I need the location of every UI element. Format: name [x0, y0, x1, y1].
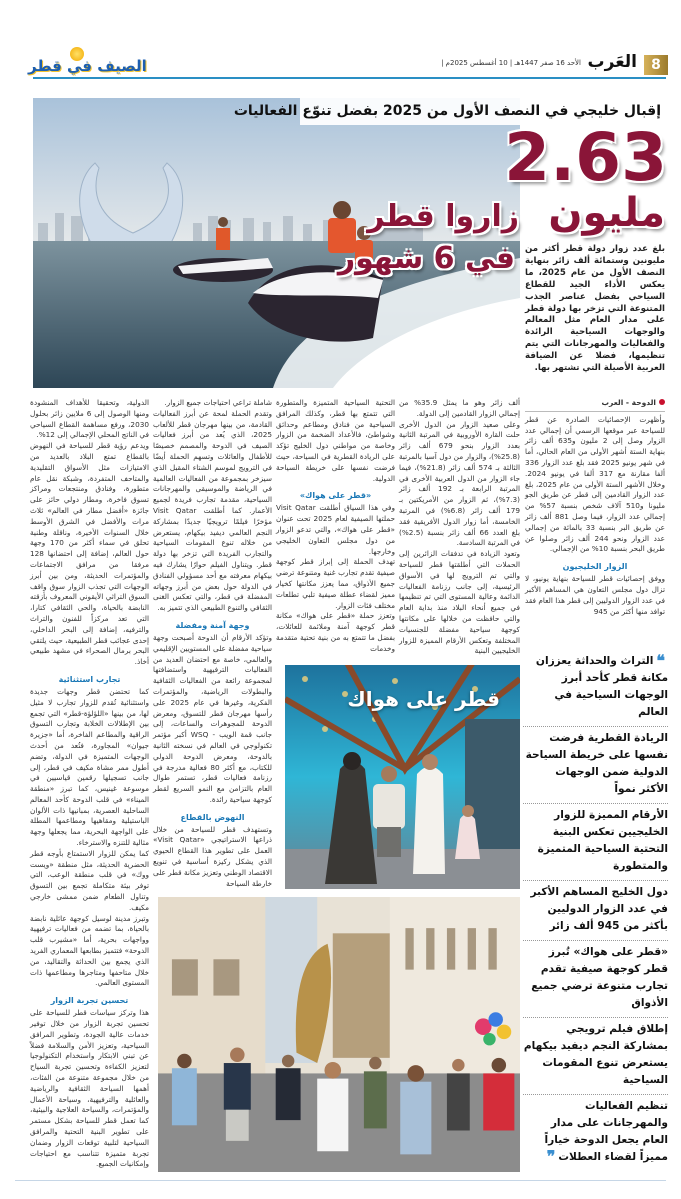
highlight-text: الريادة القطرية فرضت نفسها على خريطة السياحة الدولية ضمن الوجهات الأكثر نمواً: [525, 732, 668, 795]
highlight-text: التراث والحداثة يعززان مكانة قطر كأحد أبرز الوجهات السياحية في العالم: [535, 655, 668, 718]
paragraph: وتعود الزيادة في تدفقات الزائرين إلى الحملات التي أطلقتها قطر للسياحة والتي تم الترويج لها في الأسواق الرئيسية، إلى جانب رزنامة الفعاليات الدائمة وعالية المستوى التي تم تنظيمها في جميع أنحاء البلاد منذ بداية العام والتي حافظت من خلالها على مكانتها كوجهة سياحية مفضلة للجنسيات المختلفة وتعكس الأرقام المميزة للزوار الخليجيين البنية: [399, 549, 520, 656]
paragraph: وفي هذا السياق أطلقت Visit Qatar حملتها الصيفية لعام 2025 تحت عنوان «قطر على هواك»، والتي تدعو الزوار من دول مجلس التعاون الخليجي وخارجها.: [276, 503, 396, 556]
headline-kicker: إقبال خليجي في النصف الأول من 2025 بفضل تنوّع الفعاليات: [300, 98, 665, 125]
paragraph: شاملة تراعي احتياجات جميع الزوار.: [164, 398, 272, 407]
highlight-item: [523, 1018, 668, 1095]
highlight-item: [523, 804, 668, 881]
paragraph: وتقدم الحملة لمحة عن أبرز الفعاليات القادمة، من بينها مهرجان قطر للألعاب 2025، الذي يُعد من أبرز فعاليات الصيف في الدوحة والمصمم خصيصًا للأطفال والعائلات وتسهم الحملة أيضًا في الترويج لموسم الشتاء المقبل الذي سيزخر بمجموعة من الفعاليات العالمية في الرياضة والموسيقى والمهرجانات السياحية، مقدمة تجارب فريدة لجميع الأعمار. كما أطلقت Visit Qatar مؤخرًا فيلمًا ترويجيًا جديدًا بمشاركة النجم العالمي ديفيد بيكهام، يستعرض من خلاله تنوع المقومات السياحية والتجارب الفريدة التي تزخر بها دولة قطر. ويتناول الفيلم حوارًا يشارك فيه بيكهام معرفته مع أحد مسؤولي الفنادق في الدولة حول بعض من أبرز وجهاته المفضلة في قطر، والتي تعكس الغنى الثقافي والتنوع الطبيعي الذي تتميز به.: [153, 408, 272, 613]
close-quote-icon: ❞: [546, 1147, 556, 1166]
paragraph: تهدف الحملة إلى إبراز قطر كوجهة صيفية تقدم تجارب غنية ومتنوعة ترضي جميع الأذواق، مما يعزز مكانتها كخيار مميز لقضاء عطلة صيفية تلبي تطلعات مختلف فئات الزوار.: [276, 557, 395, 610]
campaign-title-overlay: قطر على هواك: [347, 687, 500, 711]
headline-overlay-line2: في 6 شهور: [337, 241, 515, 276]
paragraph: وعلى صعيد الزوار من الدول الأخرى حلت القارة الأوروبية في المرتبة الثانية بعدد الزوار بنحو 679 ألف زائر (25.8%)، والزوار من دول آسيا بالمرتبة الثالثة بـ 574 ألف زائر (21.8%)، فيما جاء الزوار من الدول العربية الأخرى في المرتبة الرابعة بـ 192 ألف زائر (7.3%)، ثم الزوار من الأمريكتين بـ 179 ألف زائر (6.8%) في المرتبة الخامسة، أما زوار الدول الأفريقية فقد بلغ العدد 66 ألف زائر بنسبة (2.5%) في المرتبة السادسة.: [399, 419, 520, 548]
highlight-item: [523, 941, 668, 1018]
subheading: وجهة آمنة ومفضلة: [175, 620, 250, 630]
highlight-item: [523, 1095, 668, 1171]
dateline: [525, 398, 665, 412]
subheading: تحسين تجربة الزوار: [50, 996, 129, 1006]
subheading: تجارب استثنائية: [58, 674, 121, 684]
paragraph: كما يمكن للزوار الاستمتاع بأوجه قطر الحضرية الحديثة، مثل منطقة «ويست ووك» في قلب منطقة الوعب، التي توفر بيئة متكاملة تجمع بين التسوق وتناول الطعام ضمن ممشى خارجي مكيف.: [30, 848, 149, 912]
headline-number: 2.63: [504, 119, 667, 196]
issue-date: الأحد 16 صفر 1447هـ | 10 أغسطس 2025م |: [441, 59, 581, 67]
header-divider: [33, 77, 666, 79]
souq-crowd-photo: [158, 897, 520, 1172]
page-number: 8: [644, 55, 668, 75]
article-column-4: [153, 398, 272, 889]
paragraph: ألف زائر وهو ما يمثل 35.9% من إجمالي الزوار القادمين إلى الدولة.: [399, 398, 520, 418]
headline-unit: مليون: [548, 190, 665, 236]
paragraph: ووفق إحصائيات قطر للسياحة بنهاية يونيو، لا تزال دول مجلس التعاون هي المساهم الأكبر في عدد الزوار الدوليين إلى قطر هذا العام فقد توافد منها أكثر من 945: [525, 574, 665, 616]
paragraph: هذا وتركز سياسات قطر للسياحة على تحسين تجربة الزوار من خلال توفير خدمات عالية الجودة، وتطوير المرافق السياحية، وتعزيز الأمن والسلامة فضلاً عن تبني الابتكار واستخدام التكنولوجيا لتعزيز الكفاءة وتحسين تجربة السياح من خلال مجموعة متنوعة من الفئات، أهمها السياحة الثقافية والرياضية والعائلية والترفيهية، وسياحة الأعمال والمؤتمرات، والسياحة العلاجية والبيئية، كما تعمل قطر للسياحة بشكل مستمر على تطوير البنية التحتية والمرافق السياحية لتلبية توقعات الزوار وضمان تجربة متميزة تتناسب مع احتياجات وإمكانيات الجميع.: [30, 1008, 149, 1169]
article-column-5: [30, 398, 149, 1170]
highlight-text: الأرقام المميزة للزوار الخليجيين تعكس البنية التحتية السياحية المتميزة والمتطورة: [537, 809, 668, 872]
paragraph: ويدعم رؤية قطر للسياحة في النهوض بالقطاع تمتع البلاد بالعديد من الامتيازات مثل الأسواق التقليدية والمتاحف المتفردة، وشبكة نقل عام متطورة، وفنادق ومنتجعات ومراكز تسوق فاخرة، ومطار دولي حائز على جائزة «أفضل مطار في العالم» ثلاث مرات والأفضل في الشرق الأوسط خلال السنوات الأخيرة، وناقلة وطنية تحلق في سماء أكثر من 170 وجهة حول العالم، إضافة إلى احتضانها 128 مرفقا من مرافق الاجتماعات والمؤتمرات الحديثة، ومن بين أبرز الوجهات التي تجذب الزوار سوق واقف السوق التراثي الأيقوني المعروف بأزقته النابضة بالحياة، والحي الثقافي كتارا، التي تعد مركزاً للفنون والتراث والترفيه، إضافة إلى البحر الداخلي، إحدى عجائب قطر الطبيعية، حيث يلتقي البحر برمال الصحراء في مشهد طبيعي أخاذ.: [30, 441, 149, 667]
highlights-sidebar: [523, 650, 668, 1171]
highlight-text: إطلاق فيلم ترويجي بمشاركة النجم ديفيد بيكهام يستعرض تنوع المقومات السياحية: [523, 1023, 668, 1086]
section-logo-text: الصيف في قطر: [28, 57, 147, 75]
section-logo: [28, 47, 147, 85]
paragraph: وأظهرت الإحصائيات الصادرة عن قطر للسياحة عبر موقعها الرسمي أن إجمالي عدد الزوار وصل إلى 2 مليون و635 ألف زائر بنهاية الستة أشهر الأولى من العام الحالي، أما في شهر يونيو 2025 فقد بلغ عدد الزوار 336 ألفا مقارنة مع 317 ألفا في يونيو 2024. وخلال الأشهر الستة الأولى من عام 2025، بلغ عدد الزوار القادمين إلى قطر عن طريق الجو مليونا و510 آلاف شخص بنسبة 57% من إجمالي عدد الزوار، فيما وصل 881 ألف زائر عن طريق البر بنسبة 33 بالمائة من إجمالي عدد الزوار ونحو 244 ألف زائر وصلوا عن طريق البحر بنسبة 10% من الإجمالي.: [525, 414, 665, 554]
paragraph: الدولية، وتحقيقا للأهداف المنشودة ومنها الوصول إلى 6 ملايين زائر بحلول 2030، ورفع مساهمة القطاع السياحي في الناتج المحلي الإجمالي إلى 12%.: [30, 398, 149, 440]
footer-divider: [15, 1180, 666, 1181]
newspaper-masthead: العَرب: [587, 52, 637, 72]
highlight-item: [523, 727, 668, 804]
highlight-text: دول الخليج المساهم الأكبر في عدد الزوار الدوليين بأكثر من 945 ألف زائر: [530, 886, 668, 932]
lead-paragraph: بلغ عدد زوار دولة قطر أكثر من مليونين وستمائة ألف زائر بنهاية النصف الأول من عام 2025، ما يعكس الأداء الجيد للقطاع السياحي بفضل عناصر الجذب المتنوعة التي تزخر بها دولة قطر على مدار العام مثل المعالم والوجهات السياحية الرائدة والفعاليات والمهرجانات التي يتم تنظيمها، فضلا عن الضيافة العربية الأصيلة التي تشتهر بها.: [525, 244, 665, 374]
paragraph: وتبرز مدينة لوسيل كوجهة عائلية نابضة بالحياة، بما تضمه من فعاليات ترفيهية وواجهات بحرية، أما «مشيرب قلب الدوحة» فتتميز بطابعها المعماري الفريد الذي يجمع بين الحداثة والتقاليد، من خلال متاحفها ومتاجرها ومطاعمها ذات المستوى العالمي.: [30, 913, 149, 988]
highlight-text: تنظيم الفعاليات والمهرجانات على مدار العام يجعل الدوحة خياراً مميزاً لقضاء العطلات: [544, 1100, 668, 1163]
highlight-item: [523, 881, 668, 941]
paragraph: كما تحتضن قطر وجهات جديدة واستثنائية تُقدم للزوار تجارب لا مثيل لها، من بينها «اللؤلؤة-قطر» التي تجمع بين الإطلالات الخلابة وتجارب التسوق الراقية والمطاعم الفاخرة، أما «جزيرة جيوان» المجاورة، فتُعد من أحدث الوجهات المتميزة في الدولة، وتضم أطول ممر مشاة مكيف في قطر، إلى جانب تسجيلها رقمين قياسيين في موسوعة غينيس، كما تبرز «منطقة الميناء» في قلب الدوحة كأحد المعالم الساحلية العصرية، بمبانيها ذات الألوان الباستيلية ومقاهيها ومطاعمها المطلة على الواجهة البحرية، مما يجعلها وجهة مثالية للتنزه والاسترخاء.: [30, 686, 149, 848]
open-quote-icon: ❝: [656, 651, 665, 670]
highlight-text: «قطر على هواك» تُبرز قطر كوجهة صيفية تقدم تجارب متنوعة ترضي جميع الأذواق: [531, 946, 668, 1009]
paragraph: وتستهدف قطر للسياحة من خلال ذراعها الاستراتيجي «Visit Qatar» العمل على تطوير هذا القطاع الحيوي الذي يشكل ركيزة أساسية في تنويع الاقتصاد الوطني وتعزيز مكانة قطر على خارطة السياحة: [152, 824, 272, 888]
subheading: «قطر على هواك»: [299, 491, 372, 501]
highlight-item: [523, 650, 668, 727]
paragraph: وتؤكد الأرقام أن الدوحة أصبحت وجهة سياحية مفضلة على المستويين الإقليمي والعالمي، خاصة مع احتضان العديد من الفعاليات الترفيهية واستضافتها لمجموعة رائعة من الفعاليات الثقافية والبطولات الرياضية، والمؤتمرات الفكرية، وغيرها في عام 2025 على رأسها مهرجان قطر للتسوق، ومعرض الدوحة للمجوهرات والساعات، إلى جانب قمة الويب - WSQ أكبر مؤتمر تكنولوجي في العالم في نسخته الثانية بالدوحة، ومعرض الدوحة الدولي للكتاب، مع أكثر 80 فعالية مدرجة في رزنامة فعاليات قطر، تستمر طوال العام بالتزامن مع النمو السريع لقطر كوجهة سياحية رائدة.: [153, 632, 272, 804]
article-column-2: [399, 398, 520, 657]
paragraph: وتعزز حملة «قطر على هواك» مكانة قطر كوجهة آمنة وملائمة للعائلات، بفضل ما تتمتع به من بنية تحتية متقدمة وخدمات: [276, 611, 395, 653]
article-column-1: [525, 398, 665, 617]
article-column-3: [276, 398, 395, 655]
subheading: النهوض بالقطاع: [180, 812, 245, 822]
headline-overlay-line1: زاروا قطر: [367, 199, 519, 234]
dateline-text: الدوحة - العرب: [601, 398, 656, 407]
subheading: الزوار الخليجيون: [562, 562, 628, 572]
family-campaign-photo: [285, 665, 520, 889]
paragraph: التحتية السياحية المتميزة والمتطورة التي تتمتع بها قطر، وكذلك المرافق السياحية من فنادق ومطاعم وحدائق وشواطئ، فالأعداد الضخمة من الزوار وخاصة من مواطني دول الخليج تؤكد على الريادة القطرية في السياحة، حيث فرضت نفسها على خريطة السياحة الدولية.: [276, 398, 395, 483]
bullet-dot-icon: [659, 399, 665, 405]
